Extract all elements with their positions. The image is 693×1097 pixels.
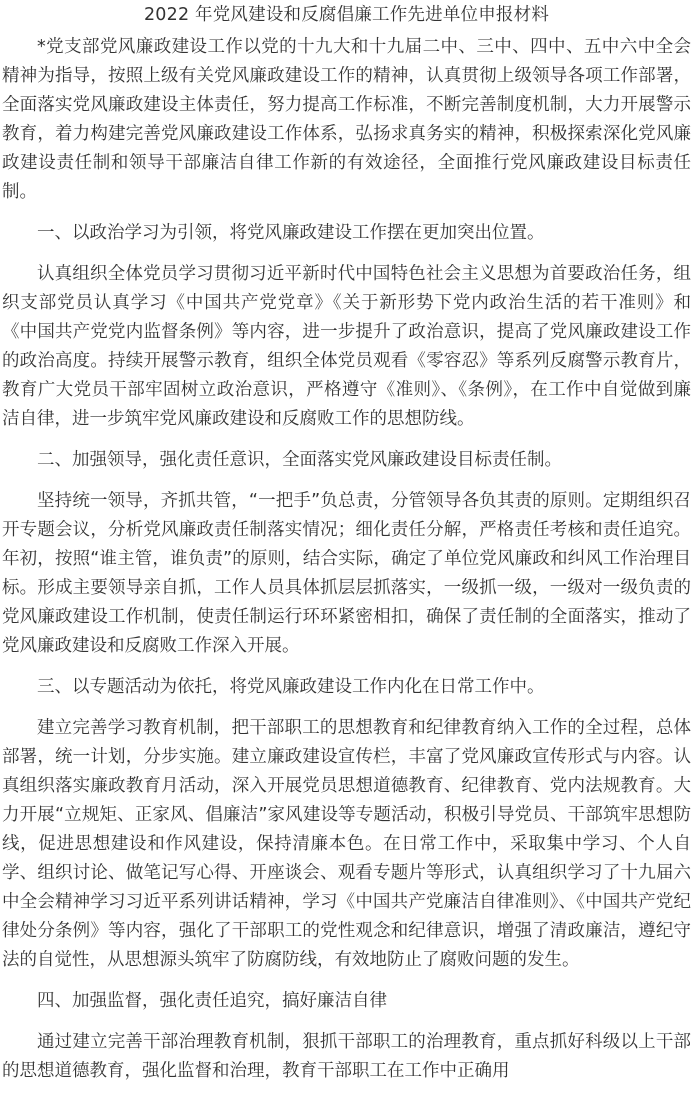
section-heading-2: 二、加强领导，强化责任意识，全面落实党风廉政建设目标责任制。 bbox=[37, 450, 562, 470]
paragraph-section-1: 认真组织全体党员学习贯彻习近平新时代中国特色社会主义思想为首要政治任务，组织支部党员认真学习《中国共产党党章》《关于新形势下党内政治生活的若干准则》和《中国共产党党内监督条例》等内容，进一步提升了政治意识，提高了党风廉政建设工作的政治高度。持续开展警示教育，组织全体党员观看《零容忍》等系列反腐警示教育片，教育广大党员干部牢固树立政治意识，严格遵守《准则》、《条例》，在工作中自觉做到廉洁自律，进一步筑牢党风廉政建设和反腐败工作的思想防线。 bbox=[2, 264, 691, 429]
paragraph-section-3: 建立完善学习教育机制，把干部职工的思想教育和纪律教育纳入工作的全过程，总体部署，统一计划，分步实施。建立廉政建设宣传栏，丰富了党风廉政宣传形式与内容。认真组织落实廉政教育月活动，深入开展党员思想道德教育、纪律教育、党内法规教育。大力开展“立规矩、正家风、倡廉洁”家风建设等专题活动，积极引导党员、干部筑牢思想防线，促进思想建设和作风建设，保持清廉本色。在日常工作中，采取集中学习、个人自学、组织讨论、做笔记写心得、开座谈会、观看专题片等形式，认真组织学习了十九届六中全会精神学习习近平系列讲话精神，学习《中国共产党廉洁自律准则》、《中国共产党纪律处分条例》等内容，强化了干部职工的党性观念和纪律意识，增强了清政廉洁，遵纪守法的自觉性，从思想源头筑牢了防腐防线，有效地防止了腐败问题的发生。 bbox=[2, 718, 691, 970]
document-title: 2022 年党风建设和反腐倡廉工作先进单位申报材料 bbox=[143, 5, 550, 25]
section-heading-1: 一、以政治学习为引领，将党风廉政建设工作摆在更加突出位置。 bbox=[37, 223, 545, 243]
paragraph-intro: *党支部党风廉政建设工作以党的十九大和十九届二中、三中、四中、五中六中全会精神为指导，按照上级有关党风廉政建设工作的精神，认真贯彻上级领导各项工作部署，全面落实党风廉政建设主体责任，努力提高工作标准，不断完善制度机制，大力开展警示教育，着力构建完善党风廉政建设工作体系，弘扬求真务实的精神，积极探索深化党风廉政建设责任制和领导干部廉洁自律工作新的有效途径，全面推行党风廉政建设目标责任制。 bbox=[2, 37, 691, 202]
paragraph-section-4: 通过建立完善干部治理教育机制，狠抓干部职工的治理教育，重点抓好科级以上干部的思想道德教育，强化监督和治理，教育干部职工在工作中正确用 bbox=[2, 1032, 691, 1081]
paragraph-section-2: 坚持统一领导，齐抓共管，“一把手”负总责，分管领导各负其责的原则。定期组织召开专题会议，分析党风廉政责任制落实情况；细化责任分解，严格责任考核和责任追究。年初，按照“谁主管，谁负责”的原则，结合实际，确定了单位党风廉政和纠风工作治理目标。形成主要领导亲自抓，工作人员具体抓层层抓落实，一级抓一级，一级对一级负责的党风廉政建设工作机制，使责任制运行环环紧密相扣，确保了责任制的全面落实，推动了党风廉政建设和反腐败工作深入开展。 bbox=[2, 491, 691, 656]
section-heading-3: 三、以专题活动为依托，将党风廉政建设工作内化在日常工作中。 bbox=[37, 677, 545, 697]
section-heading-4: 四、加强监督，强化责任追究，搞好廉洁自律 bbox=[37, 991, 387, 1011]
